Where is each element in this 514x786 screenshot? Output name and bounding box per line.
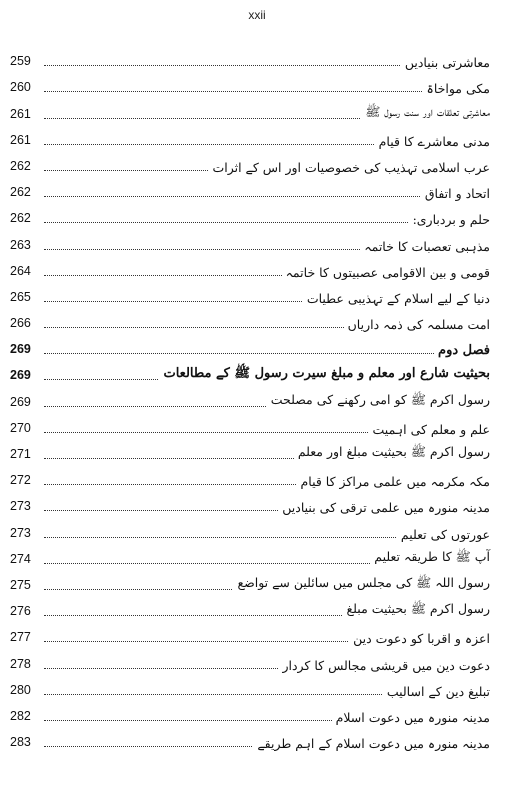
- toc-page-number: 280: [10, 682, 31, 697]
- toc-page-number: 275: [10, 577, 31, 592]
- toc-page-number: 270: [10, 420, 31, 435]
- page-number: xxii: [248, 8, 266, 22]
- toc-title: عورتوں کی تعلیم: [397, 527, 490, 542]
- table-of-contents: [10, 46, 490, 753]
- toc-title: اعزہ و اقربا کو دعوت دین: [349, 631, 490, 646]
- toc-title: قومی و بین الاقوامی عصبیتوں کا خاتمہ: [282, 265, 490, 280]
- toc-page-number: 273: [10, 525, 31, 540]
- toc-title: مدینہ منورہ میں علمی ترقی کی بنیادیں: [278, 500, 490, 515]
- toc-title: مذہبی تعصبات کا خاتمہ: [360, 239, 490, 254]
- toc-page-number: 273: [10, 499, 31, 514]
- toc-entry[interactable]: [10, 98, 490, 124]
- toc-title: علم و معلم کی اہمیت: [369, 422, 490, 437]
- toc-title: مکی مواخاۃ: [423, 81, 490, 96]
- toc-title: معاشرتی تعلقات اور سنت رسول ﷺ: [361, 104, 490, 123]
- toc-page-number: 263: [10, 237, 31, 252]
- toc-page-number: 276: [10, 604, 31, 619]
- toc-entry[interactable]: [10, 46, 490, 72]
- toc-page-number: 271: [10, 447, 31, 461]
- toc-entry[interactable]: [10, 517, 490, 543]
- toc-entry[interactable]: [10, 282, 490, 308]
- toc-title: آپ ﷺ کا طریقہ تعلیم: [370, 549, 490, 568]
- toc-page-number: 272: [10, 473, 31, 488]
- toc-entry[interactable]: [10, 229, 490, 255]
- toc-entry[interactable]: [10, 570, 490, 596]
- toc-leader-dots: [44, 353, 490, 354]
- toc-title: اتحاد و اتفاق: [421, 186, 490, 201]
- toc-page-number: 274: [10, 551, 31, 566]
- toc-entry[interactable]: [10, 125, 490, 151]
- toc-page-number: 278: [10, 656, 31, 671]
- toc-title: مدنی معاشرے کا قیام: [375, 134, 490, 149]
- toc-entry[interactable]: [10, 177, 490, 203]
- toc-page-number: 266: [10, 316, 31, 331]
- toc-entry[interactable]: [10, 465, 490, 491]
- toc-title: رسول اکرم ﷺ بحیثیت مبلغ: [343, 601, 491, 620]
- toc-page-number: 262: [10, 211, 31, 226]
- toc-entry[interactable]: [10, 491, 490, 517]
- toc-title: رسول اکرم ﷺ کو امی رکھنے کی مصلحت: [267, 392, 490, 411]
- toc-entry[interactable]: [10, 360, 490, 386]
- toc-entry[interactable]: [10, 203, 490, 229]
- toc-title: رسول اللہ ﷺ کی مجلس میں سائلین سے تواضع: [233, 575, 490, 594]
- toc-title: مدینہ منورہ میں دعوت اسلام کے اہم طریقے: [253, 736, 490, 751]
- toc-title: دنیا کے لیے اسلام کے تہذیبی عطیات: [303, 291, 490, 306]
- toc-title: دعوت دین میں قریشی مجالس کا کردار: [278, 658, 490, 673]
- toc-entry[interactable]: [10, 413, 490, 439]
- toc-title: رسول اکرم ﷺ بحیثیت مبلغ اور معلم: [294, 444, 490, 463]
- toc-page-number: 277: [10, 630, 31, 645]
- toc-title: حلم و بردباری:: [409, 212, 490, 227]
- toc-entry[interactable]: [10, 675, 490, 701]
- toc-page-number: 260: [10, 80, 31, 95]
- toc-entry[interactable]: [10, 727, 490, 753]
- toc-title: تبلیغ دین کے اسالیب: [383, 684, 490, 699]
- toc-page-number: 261: [10, 132, 31, 147]
- toc-title: امت مسلمہ کی ذمہ داریاں: [344, 317, 490, 332]
- toc-page-number: 269: [10, 368, 31, 383]
- toc-entry[interactable]: [10, 439, 490, 465]
- toc-page-number: 262: [10, 185, 31, 200]
- toc-entry[interactable]: [10, 151, 490, 177]
- toc-title: مکہ مکرمہ میں علمی مراکز کا قیام: [297, 474, 490, 489]
- toc-page-number: 265: [10, 289, 31, 304]
- toc-entry[interactable]: [10, 701, 490, 727]
- toc-title: بحیثیت شارع اور معلم و مبلغ سیرت رسول ﷺ کے مطالعات: [159, 365, 490, 384]
- toc-title: عرب اسلامی تہذیب کی خصوصیات اور اس کے اثرات: [208, 160, 490, 175]
- toc-title: معاشرتی بنیادیں: [401, 55, 490, 70]
- toc-page-number: 259: [10, 54, 31, 69]
- toc-page-number: 269: [10, 394, 31, 409]
- toc-page-number: 261: [10, 106, 31, 121]
- toc-title: فصل دوم: [434, 343, 490, 358]
- toc-entry[interactable]: [10, 622, 490, 648]
- toc-page-number: 264: [10, 263, 31, 278]
- toc-entry[interactable]: [10, 386, 490, 412]
- toc-page-number: 282: [10, 708, 31, 723]
- toc-entry[interactable]: [10, 334, 490, 360]
- toc-entry[interactable]: [10, 648, 490, 674]
- toc-entry[interactable]: [10, 596, 490, 622]
- toc-entry[interactable]: [10, 72, 490, 98]
- toc-page-number: 269: [10, 342, 31, 357]
- toc-page-number: 283: [10, 735, 31, 750]
- toc-entry[interactable]: [10, 308, 490, 334]
- toc-title: مدینہ منورہ میں دعوت اسلام: [332, 710, 490, 725]
- toc-page-number: 262: [10, 158, 31, 173]
- toc-entry[interactable]: [10, 544, 490, 570]
- toc-entry[interactable]: [10, 256, 490, 282]
